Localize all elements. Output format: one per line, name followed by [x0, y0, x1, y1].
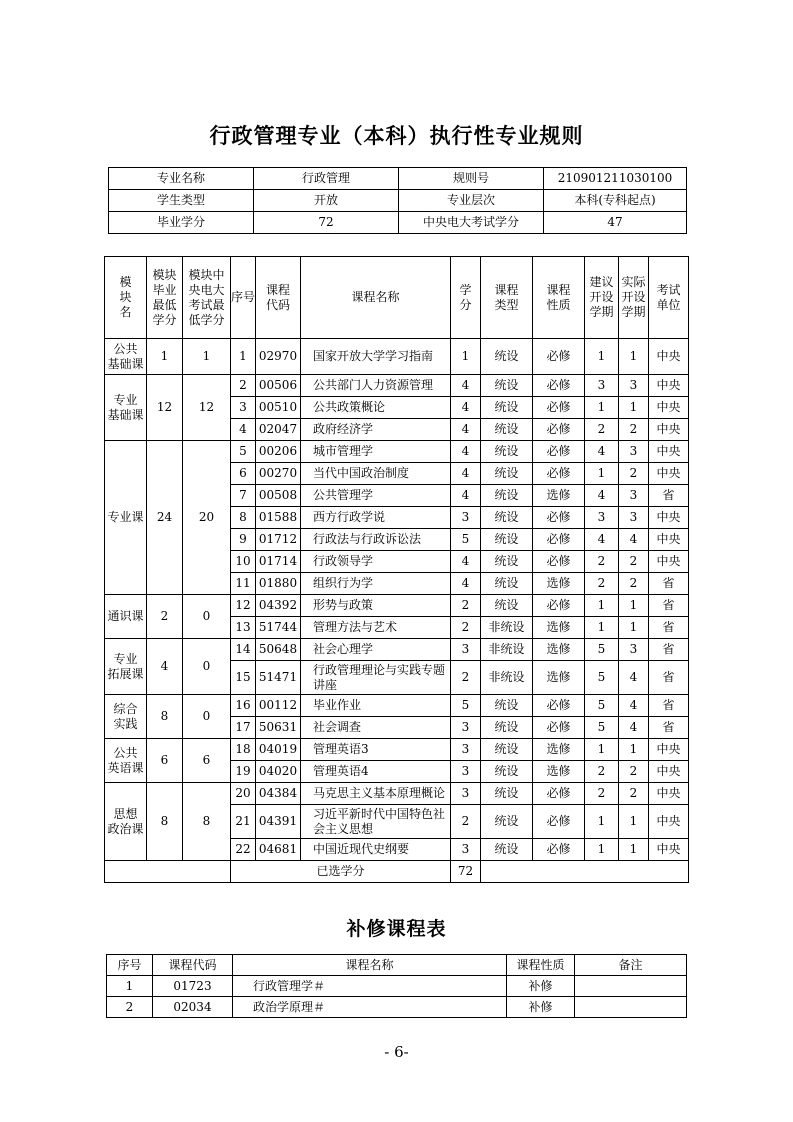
- course-code: 50648: [256, 639, 301, 661]
- course-credits: 2: [451, 617, 481, 639]
- exam-unit: 中央: [649, 805, 689, 839]
- course-seq: 12: [231, 595, 256, 617]
- module-central-credits: 12: [183, 375, 231, 441]
- course-nature: 选修: [533, 761, 585, 783]
- course-nature: 必修: [533, 463, 585, 485]
- actual-term: 4: [619, 661, 649, 695]
- suggested-term: 1: [585, 397, 619, 419]
- course-type: 统设: [481, 485, 533, 507]
- actual-term: 4: [619, 695, 649, 717]
- suggested-term: 4: [585, 441, 619, 463]
- course-credits: 3: [451, 839, 481, 861]
- course-code: 00506: [256, 375, 301, 397]
- course-nature: 必修: [533, 397, 585, 419]
- course-type: 统设: [481, 573, 533, 595]
- course-credits: 4: [451, 397, 481, 419]
- course-code: 01588: [256, 507, 301, 529]
- suggested-term: 3: [585, 507, 619, 529]
- page-title: 行政管理专业（本科）执行性专业规则: [209, 123, 584, 148]
- exam-unit: 省: [649, 717, 689, 739]
- total-value: 72: [451, 861, 481, 883]
- total-blank: [481, 861, 689, 883]
- course-code: 51471: [256, 661, 301, 695]
- info-label: 专业层次: [399, 190, 544, 212]
- course-nature: 必修: [533, 595, 585, 617]
- total-blank: [105, 861, 231, 883]
- course-name: 毕业作业: [301, 695, 451, 717]
- course-seq: 13: [231, 617, 256, 639]
- course-seq: 9: [231, 529, 256, 551]
- total-row: [105, 861, 689, 883]
- module-central-credits: 20: [183, 441, 231, 595]
- actual-term: 2: [619, 761, 649, 783]
- course-code: 50631: [256, 717, 301, 739]
- info-row: [109, 212, 687, 234]
- course-seq: 20: [231, 783, 256, 805]
- module-central-credits: 1: [183, 339, 231, 375]
- course-code: 00508: [256, 485, 301, 507]
- actual-term: 1: [619, 617, 649, 639]
- suggested-term: 1: [585, 739, 619, 761]
- actual-term: 3: [619, 485, 649, 507]
- course-type: 非统设: [481, 661, 533, 695]
- course-type: 统设: [481, 463, 533, 485]
- course-code: 00510: [256, 397, 301, 419]
- actual-term: 4: [619, 529, 649, 551]
- exam-unit: 中央: [649, 507, 689, 529]
- course-seq: 21: [231, 805, 256, 839]
- course-credits: 4: [451, 485, 481, 507]
- course-nature: 必修: [533, 375, 585, 397]
- course-type: 统设: [481, 695, 533, 717]
- course-seq: 16: [231, 695, 256, 717]
- supp-name: 行政管理学＃: [233, 976, 507, 997]
- course-seq: 19: [231, 761, 256, 783]
- course-code: 51744: [256, 617, 301, 639]
- course-type: 统设: [481, 529, 533, 551]
- course-nature: 选修: [533, 485, 585, 507]
- info-value: 47: [544, 212, 687, 234]
- course-nature: 必修: [533, 551, 585, 573]
- actual-term: 4: [619, 717, 649, 739]
- course-seq: 7: [231, 485, 256, 507]
- exam-unit: 中央: [649, 551, 689, 573]
- supplementary-course-table: [106, 954, 687, 1018]
- course-type: 统设: [481, 783, 533, 805]
- course-name: 中国近现代史纲要: [301, 839, 451, 861]
- module-min-credits: 24: [147, 441, 183, 595]
- actual-term: 1: [619, 397, 649, 419]
- course-seq: 6: [231, 463, 256, 485]
- column-header: 课程名称: [301, 257, 451, 339]
- actual-term: 2: [619, 551, 649, 573]
- column-header: 序号: [231, 257, 256, 339]
- info-value: 开放: [254, 190, 399, 212]
- info-row: [109, 168, 687, 190]
- course-type: 统设: [481, 375, 533, 397]
- info-label: 专业名称: [109, 168, 254, 190]
- course-name: 公共管理学: [301, 485, 451, 507]
- course-credits: 3: [451, 739, 481, 761]
- suggested-term: 5: [585, 661, 619, 695]
- course-nature: 必修: [533, 441, 585, 463]
- module-name: 综合 实践: [105, 695, 147, 739]
- course-code: 01712: [256, 529, 301, 551]
- module-central-credits: 6: [183, 739, 231, 783]
- course-type: 非统设: [481, 639, 533, 661]
- course-type: 统设: [481, 441, 533, 463]
- info-value: 72: [254, 212, 399, 234]
- course-type: 统设: [481, 717, 533, 739]
- course-seq: 18: [231, 739, 256, 761]
- suggested-term: 2: [585, 573, 619, 595]
- course-type: 统设: [481, 595, 533, 617]
- course-credits: 5: [451, 529, 481, 551]
- course-credits: 5: [451, 695, 481, 717]
- course-name: 西方行政学说: [301, 507, 451, 529]
- course-seq: 10: [231, 551, 256, 573]
- course-credits: 3: [451, 783, 481, 805]
- suggested-term: 2: [585, 783, 619, 805]
- info-label: 学生类型: [109, 190, 254, 212]
- supp-seq: 1: [107, 976, 153, 997]
- major-info-table: [108, 167, 687, 234]
- actual-term: 3: [619, 507, 649, 529]
- course-seq: 15: [231, 661, 256, 695]
- exam-unit: 省: [649, 617, 689, 639]
- course-credits: 4: [451, 551, 481, 573]
- course-credits: 2: [451, 595, 481, 617]
- supp-row: [107, 976, 687, 997]
- course-type: 统设: [481, 507, 533, 529]
- actual-term: 3: [619, 639, 649, 661]
- course-nature: 必修: [533, 507, 585, 529]
- course-seq: 17: [231, 717, 256, 739]
- actual-term: 3: [619, 441, 649, 463]
- course-credits: 4: [451, 419, 481, 441]
- supp-code: 02034: [153, 997, 233, 1018]
- course-name: 行政法与行政诉讼法: [301, 529, 451, 551]
- course-name: 社会调查: [301, 717, 451, 739]
- supp-column-header: 课程代码: [153, 955, 233, 976]
- supp-column-header: 课程性质: [507, 955, 575, 976]
- suggested-term: 2: [585, 419, 619, 441]
- course-code: 00206: [256, 441, 301, 463]
- exam-unit: 省: [649, 595, 689, 617]
- supp-column-header: 序号: [107, 955, 153, 976]
- info-value: 本科(专科起点): [544, 190, 687, 212]
- course-name: 管理方法与艺术: [301, 617, 451, 639]
- module-min-credits: 8: [147, 783, 183, 861]
- exam-unit: 中央: [649, 441, 689, 463]
- exam-unit: 中央: [649, 375, 689, 397]
- actual-term: 2: [619, 463, 649, 485]
- course-row: [105, 595, 689, 617]
- course-nature: 必修: [533, 839, 585, 861]
- course-nature: 必修: [533, 419, 585, 441]
- supp-name: 政治学原理＃: [233, 997, 507, 1018]
- course-credits: 3: [451, 761, 481, 783]
- course-type: 统设: [481, 419, 533, 441]
- suggested-term: 1: [585, 617, 619, 639]
- suggested-term: 1: [585, 463, 619, 485]
- course-name: 管理英语3: [301, 739, 451, 761]
- course-name: 行政领导学: [301, 551, 451, 573]
- actual-term: 1: [619, 805, 649, 839]
- suggested-term: 2: [585, 551, 619, 573]
- course-code: 02970: [256, 339, 301, 375]
- supp-seq: 2: [107, 997, 153, 1018]
- course-nature: 必修: [533, 529, 585, 551]
- actual-term: 3: [619, 375, 649, 397]
- column-header: 课程 类型: [481, 257, 533, 339]
- suggested-term: 4: [585, 485, 619, 507]
- column-header: 课程 代码: [256, 257, 301, 339]
- module-name: 公共 基础课: [105, 339, 147, 375]
- column-header: 模 块 名: [105, 257, 147, 339]
- course-name: 当代中国政治制度: [301, 463, 451, 485]
- exam-unit: 省: [649, 695, 689, 717]
- course-seq: 1: [231, 339, 256, 375]
- course-nature: 必修: [533, 695, 585, 717]
- module-name: 专业 基础课: [105, 375, 147, 441]
- course-credits: 3: [451, 507, 481, 529]
- supp-code: 01723: [153, 976, 233, 997]
- course-seq: 5: [231, 441, 256, 463]
- course-credits: 2: [451, 661, 481, 695]
- course-code: 04392: [256, 595, 301, 617]
- course-seq: 2: [231, 375, 256, 397]
- course-row: [105, 783, 689, 805]
- course-name: 国家开放大学学习指南: [301, 339, 451, 375]
- course-nature: 必修: [533, 805, 585, 839]
- course-seq: 14: [231, 639, 256, 661]
- supp-nature: 补修: [507, 997, 575, 1018]
- info-label: 中央电大考试学分: [399, 212, 544, 234]
- exam-unit: 中央: [649, 419, 689, 441]
- exam-unit: 中央: [649, 339, 689, 375]
- module-name: 专业 拓展课: [105, 639, 147, 695]
- course-name: 社会心理学: [301, 639, 451, 661]
- course-code: 01714: [256, 551, 301, 573]
- course-type: 非统设: [481, 617, 533, 639]
- column-header: 模块中 央电大 考试最 低学分: [183, 257, 231, 339]
- suggested-term: 4: [585, 529, 619, 551]
- course-code: 04020: [256, 761, 301, 783]
- module-name: 专业课: [105, 441, 147, 595]
- course-name: 政府经济学: [301, 419, 451, 441]
- course-code: 04391: [256, 805, 301, 839]
- exam-unit: 中央: [649, 397, 689, 419]
- course-code: 04019: [256, 739, 301, 761]
- info-label: 规则号: [399, 168, 544, 190]
- module-min-credits: 2: [147, 595, 183, 639]
- course-credits: 3: [451, 639, 481, 661]
- course-nature: 选修: [533, 639, 585, 661]
- module-min-credits: 6: [147, 739, 183, 783]
- course-name: 管理英语4: [301, 761, 451, 783]
- total-label: 已选学分: [231, 861, 451, 883]
- column-header: 课程 性质: [533, 257, 585, 339]
- course-type: 统设: [481, 805, 533, 839]
- supp-row: [107, 997, 687, 1018]
- course-credits: 1: [451, 339, 481, 375]
- column-header: 学 分: [451, 257, 481, 339]
- course-code: 02047: [256, 419, 301, 441]
- module-name: 公共 英语课: [105, 739, 147, 783]
- actual-term: 2: [619, 573, 649, 595]
- module-name: 通识课: [105, 595, 147, 639]
- course-seq: 11: [231, 573, 256, 595]
- actual-term: 1: [619, 595, 649, 617]
- exam-unit: 中央: [649, 529, 689, 551]
- course-seq: 4: [231, 419, 256, 441]
- course-name: 行政管理理论与实践专题 讲座: [301, 661, 451, 695]
- exam-unit: 中央: [649, 761, 689, 783]
- module-central-credits: 0: [183, 595, 231, 639]
- course-credits: 2: [451, 805, 481, 839]
- supp-nature: 补修: [507, 976, 575, 997]
- supp-remark: [575, 997, 687, 1018]
- course-row: [105, 639, 689, 661]
- course-code: 04384: [256, 783, 301, 805]
- course-credits: 4: [451, 463, 481, 485]
- actual-term: 1: [619, 839, 649, 861]
- course-type: 统设: [481, 397, 533, 419]
- module-name: 思想 政治课: [105, 783, 147, 861]
- module-min-credits: 12: [147, 375, 183, 441]
- suggested-term: 3: [585, 375, 619, 397]
- course-seq: 8: [231, 507, 256, 529]
- course-nature: 必修: [533, 339, 585, 375]
- course-name: 公共部门人力资源管理: [301, 375, 451, 397]
- course-credits: 4: [451, 375, 481, 397]
- course-type: 统设: [481, 339, 533, 375]
- info-value: 行政管理: [254, 168, 399, 190]
- course-seq: 22: [231, 839, 256, 861]
- exam-unit: 中央: [649, 783, 689, 805]
- course-row: [105, 441, 689, 463]
- exam-unit: 中央: [649, 839, 689, 861]
- supp-header-row: [107, 955, 687, 976]
- course-seq: 3: [231, 397, 256, 419]
- module-min-credits: 8: [147, 695, 183, 739]
- course-credits: 4: [451, 573, 481, 595]
- actual-term: 2: [619, 419, 649, 441]
- actual-term: 1: [619, 739, 649, 761]
- exam-unit: 省: [649, 661, 689, 695]
- course-nature: 必修: [533, 783, 585, 805]
- page-number: - 6-: [384, 1043, 409, 1061]
- course-name: 习近平新时代中国特色社 会主义思想: [301, 805, 451, 839]
- column-header: 考试 单位: [649, 257, 689, 339]
- suggested-term: 5: [585, 639, 619, 661]
- suggested-term: 1: [585, 339, 619, 375]
- module-central-credits: 8: [183, 783, 231, 861]
- exam-unit: 中央: [649, 463, 689, 485]
- exam-unit: 省: [649, 485, 689, 507]
- info-value: 210901211030100: [544, 168, 687, 190]
- column-header: 模块 毕业 最低 学分: [147, 257, 183, 339]
- actual-term: 1: [619, 339, 649, 375]
- course-credits: 4: [451, 441, 481, 463]
- actual-term: 2: [619, 783, 649, 805]
- supp-remark: [575, 976, 687, 997]
- course-name: 组织行为学: [301, 573, 451, 595]
- course-name: 公共政策概论: [301, 397, 451, 419]
- course-credits: 3: [451, 717, 481, 739]
- exam-unit: 中央: [649, 739, 689, 761]
- course-name: 城市管理学: [301, 441, 451, 463]
- suggested-term: 1: [585, 805, 619, 839]
- course-code: 04681: [256, 839, 301, 861]
- course-nature: 选修: [533, 661, 585, 695]
- course-row: [105, 339, 689, 375]
- course-type: 统设: [481, 551, 533, 573]
- course-row: [105, 375, 689, 397]
- suggested-term: 5: [585, 695, 619, 717]
- course-type: 统设: [481, 839, 533, 861]
- info-label: 毕业学分: [109, 212, 254, 234]
- course-name: 马克思主义基本原理概论: [301, 783, 451, 805]
- supp-column-header: 备注: [575, 955, 687, 976]
- course-code: 00270: [256, 463, 301, 485]
- course-code: 00112: [256, 695, 301, 717]
- course-code: 01880: [256, 573, 301, 595]
- info-row: [109, 190, 687, 212]
- suggested-term: 1: [585, 839, 619, 861]
- course-row: [105, 739, 689, 761]
- exam-unit: 省: [649, 639, 689, 661]
- course-nature: 必修: [533, 717, 585, 739]
- supp-column-header: 课程名称: [233, 955, 507, 976]
- course-type: 统设: [481, 761, 533, 783]
- suggested-term: 1: [585, 595, 619, 617]
- supplementary-title: 补修课程表: [346, 918, 447, 940]
- course-nature: 选修: [533, 617, 585, 639]
- course-plan-table: [104, 256, 689, 883]
- course-type: 统设: [481, 739, 533, 761]
- course-nature: 选修: [533, 573, 585, 595]
- course-row: [105, 695, 689, 717]
- module-central-credits: 0: [183, 695, 231, 739]
- column-header: 实际 开设 学期: [619, 257, 649, 339]
- course-name: 形势与政策: [301, 595, 451, 617]
- course-nature: 选修: [533, 739, 585, 761]
- column-header: 建议 开设 学期: [585, 257, 619, 339]
- exam-unit: 省: [649, 573, 689, 595]
- suggested-term: 2: [585, 761, 619, 783]
- module-min-credits: 4: [147, 639, 183, 695]
- module-min-credits: 1: [147, 339, 183, 375]
- table-header-row: [105, 257, 689, 339]
- suggested-term: 5: [585, 717, 619, 739]
- module-central-credits: 0: [183, 639, 231, 695]
